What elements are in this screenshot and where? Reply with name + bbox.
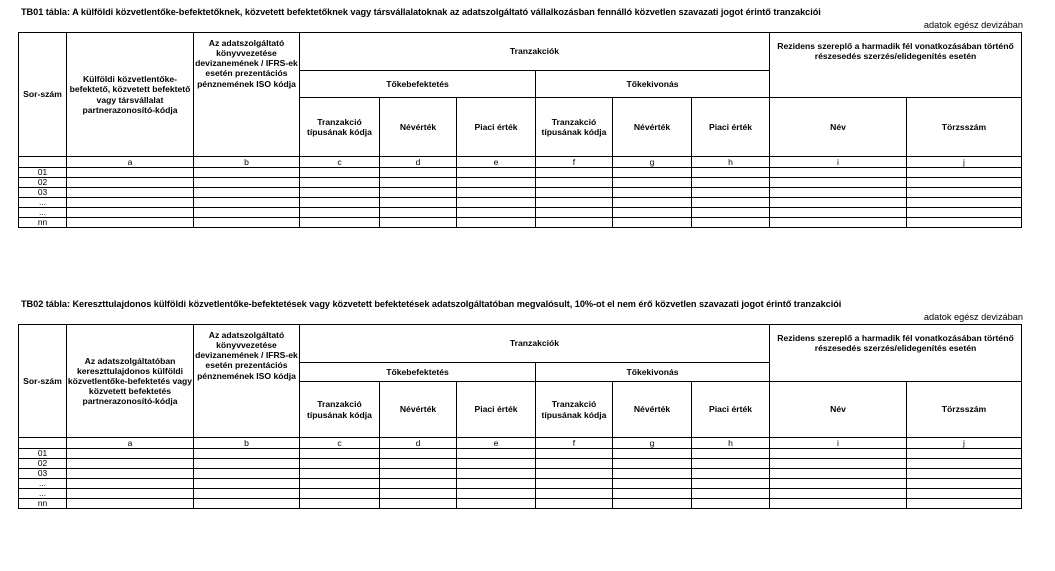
data-cell[interactable] bbox=[300, 459, 380, 469]
letter-cell: h bbox=[692, 438, 770, 449]
data-cell[interactable] bbox=[300, 198, 380, 208]
data-cell[interactable] bbox=[613, 489, 692, 499]
letter-cell: i bbox=[770, 438, 907, 449]
data-cell[interactable] bbox=[67, 168, 194, 178]
table-row bbox=[19, 188, 1022, 198]
data-cell[interactable] bbox=[692, 489, 770, 499]
data-cell[interactable] bbox=[770, 499, 907, 509]
data-cell[interactable] bbox=[380, 499, 457, 509]
data-cell[interactable] bbox=[613, 188, 692, 198]
data-cell[interactable] bbox=[692, 479, 770, 489]
table-row bbox=[19, 178, 1022, 188]
data-cell[interactable] bbox=[907, 188, 1022, 198]
table-row bbox=[19, 168, 1022, 178]
data-cell[interactable] bbox=[380, 449, 457, 459]
header-col-g: Névérték bbox=[613, 98, 692, 157]
header-col-f: Tranzakció típusának kódja bbox=[536, 98, 613, 157]
data-cell[interactable] bbox=[194, 469, 300, 479]
data-cell[interactable] bbox=[300, 449, 380, 459]
letter-cell: a bbox=[67, 157, 194, 168]
tb01-unit-note: adatok egész devizában bbox=[923, 20, 1023, 30]
data-cell[interactable] bbox=[536, 449, 613, 459]
row-number: ... bbox=[19, 489, 67, 499]
data-cell[interactable] bbox=[194, 188, 300, 198]
letter-cell: i bbox=[770, 157, 907, 168]
header-col-h: Piaci érték bbox=[692, 382, 770, 438]
data-cell[interactable] bbox=[770, 198, 907, 208]
data-cell[interactable] bbox=[300, 168, 380, 178]
data-cell[interactable] bbox=[907, 479, 1022, 489]
letter-cell: b bbox=[194, 438, 300, 449]
data-cell[interactable] bbox=[907, 218, 1022, 228]
header-col-b: Az adatszolgáltató könyvvezetése devizanemének / IFRS-ek esetén prezentációs pénznemének ISO kódja bbox=[194, 325, 300, 438]
data-cell[interactable] bbox=[536, 178, 613, 188]
header-tranzakciok: Tranzakciók bbox=[300, 325, 770, 363]
data-cell[interactable] bbox=[457, 489, 536, 499]
data-cell[interactable] bbox=[67, 479, 194, 489]
data-cell[interactable] bbox=[67, 499, 194, 509]
data-cell[interactable] bbox=[300, 479, 380, 489]
data-cell[interactable] bbox=[300, 499, 380, 509]
data-cell[interactable] bbox=[536, 479, 613, 489]
tb01-table bbox=[18, 32, 1022, 228]
letter-cell: g bbox=[613, 157, 692, 168]
data-cell[interactable] bbox=[907, 168, 1022, 178]
data-cell[interactable] bbox=[380, 178, 457, 188]
data-cell[interactable] bbox=[380, 168, 457, 178]
row-number: ... bbox=[19, 208, 67, 218]
data-cell[interactable] bbox=[194, 178, 300, 188]
header-col-d: Névérték bbox=[380, 382, 457, 438]
data-cell[interactable] bbox=[67, 178, 194, 188]
row-number: 02 bbox=[19, 459, 67, 469]
header-col-e: Piaci érték bbox=[457, 98, 536, 157]
data-cell[interactable] bbox=[613, 449, 692, 459]
row-number: 02 bbox=[19, 178, 67, 188]
header-tokekivonas: Tőkekivonás bbox=[536, 363, 770, 382]
row-number: nn bbox=[19, 218, 67, 228]
data-cell[interactable] bbox=[907, 178, 1022, 188]
data-cell[interactable] bbox=[613, 459, 692, 469]
data-cell[interactable] bbox=[770, 188, 907, 198]
header-rezidens: Rezidens szereplő a harmadik fél vonatkozásában történő részesedés szerzés/elidegenítés esetén bbox=[770, 325, 1022, 382]
data-cell[interactable] bbox=[194, 208, 300, 218]
data-cell[interactable] bbox=[536, 489, 613, 499]
header-col-i: Név bbox=[770, 382, 907, 438]
data-cell[interactable] bbox=[67, 489, 194, 499]
table-row bbox=[19, 198, 1022, 208]
header-col-d: Névérték bbox=[380, 98, 457, 157]
data-cell[interactable] bbox=[613, 178, 692, 188]
data-cell[interactable] bbox=[457, 198, 536, 208]
data-cell[interactable] bbox=[67, 459, 194, 469]
data-cell[interactable] bbox=[907, 208, 1022, 218]
data-cell[interactable] bbox=[457, 208, 536, 218]
data-cell[interactable] bbox=[536, 499, 613, 509]
header-col-e: Piaci érték bbox=[457, 382, 536, 438]
data-cell[interactable] bbox=[613, 218, 692, 228]
header-col-a: Külföldi közvetlentőke-befektető, közvetett befektető vagy társvállalat partnerazonosító-kódja bbox=[67, 33, 194, 157]
table-row bbox=[19, 489, 1022, 499]
data-cell[interactable] bbox=[907, 469, 1022, 479]
data-cell[interactable] bbox=[907, 198, 1022, 208]
header-tokebefektetes: Tőkebefektetés bbox=[300, 71, 536, 98]
data-cell[interactable] bbox=[194, 168, 300, 178]
data-cell[interactable] bbox=[457, 499, 536, 509]
header-col-i: Név bbox=[770, 98, 907, 157]
letter-cell: f bbox=[536, 438, 613, 449]
row-number: 03 bbox=[19, 188, 67, 198]
data-cell[interactable] bbox=[67, 208, 194, 218]
table-row bbox=[19, 479, 1022, 489]
data-cell[interactable] bbox=[692, 459, 770, 469]
data-cell[interactable] bbox=[457, 218, 536, 228]
header-tranzakciok: Tranzakciók bbox=[300, 33, 770, 71]
data-cell[interactable] bbox=[613, 168, 692, 178]
data-cell[interactable] bbox=[194, 459, 300, 469]
tb02-unit-note: adatok egész devizában bbox=[923, 312, 1023, 322]
data-cell[interactable] bbox=[907, 449, 1022, 459]
data-cell[interactable] bbox=[380, 469, 457, 479]
header-col-b: Az adatszolgáltató könyvvezetése devizanemének / IFRS-ek esetén prezentációs pénznemének ISO kódja bbox=[194, 33, 300, 157]
data-cell[interactable] bbox=[380, 479, 457, 489]
data-cell[interactable] bbox=[457, 459, 536, 469]
data-cell[interactable] bbox=[67, 218, 194, 228]
row-number: 01 bbox=[19, 449, 67, 459]
data-cell[interactable] bbox=[770, 449, 907, 459]
letter-cell: g bbox=[613, 438, 692, 449]
letter-cell bbox=[19, 438, 67, 449]
letter-cell bbox=[19, 157, 67, 168]
data-cell[interactable] bbox=[613, 469, 692, 479]
data-cell[interactable] bbox=[194, 479, 300, 489]
header-tokekivonas: Tőkekivonás bbox=[536, 71, 770, 98]
data-cell[interactable] bbox=[770, 459, 907, 469]
data-cell[interactable] bbox=[457, 479, 536, 489]
letter-cell: j bbox=[907, 157, 1022, 168]
data-cell[interactable] bbox=[67, 198, 194, 208]
data-cell[interactable] bbox=[457, 168, 536, 178]
data-cell[interactable] bbox=[692, 198, 770, 208]
data-cell[interactable] bbox=[300, 469, 380, 479]
data-cell[interactable] bbox=[770, 469, 907, 479]
data-cell[interactable] bbox=[457, 188, 536, 198]
data-cell[interactable] bbox=[613, 479, 692, 489]
data-cell[interactable] bbox=[194, 218, 300, 228]
data-cell[interactable] bbox=[770, 178, 907, 188]
data-cell[interactable] bbox=[613, 208, 692, 218]
data-cell[interactable] bbox=[770, 218, 907, 228]
header-col-j: Törzsszám bbox=[907, 98, 1022, 157]
data-cell[interactable] bbox=[380, 188, 457, 198]
tb02-title: TB02 tábla: Kereszttulajdonos külföldi közvetlentőke-befektetések vagy közvetett befektetések adatszolgáltatóban megvalósult, 10%-ot el nem érő közvetlen szavazati jogot érintő tranzakciói bbox=[21, 299, 842, 309]
data-cell[interactable] bbox=[536, 218, 613, 228]
data-cell[interactable] bbox=[300, 489, 380, 499]
data-cell[interactable] bbox=[457, 178, 536, 188]
data-cell[interactable] bbox=[692, 208, 770, 218]
row-number: 03 bbox=[19, 469, 67, 479]
header-col-h: Piaci érték bbox=[692, 98, 770, 157]
data-cell[interactable] bbox=[613, 499, 692, 509]
letter-cell: e bbox=[457, 157, 536, 168]
data-cell[interactable] bbox=[536, 208, 613, 218]
data-cell[interactable] bbox=[300, 188, 380, 198]
data-cell[interactable] bbox=[907, 499, 1022, 509]
letter-cell: f bbox=[536, 157, 613, 168]
header-col-f: Tranzakció típusának kódja bbox=[536, 382, 613, 438]
letter-cell: c bbox=[300, 438, 380, 449]
letter-cell: d bbox=[380, 438, 457, 449]
header-col-c: Tranzakció típusának kódja bbox=[300, 382, 380, 438]
data-cell[interactable] bbox=[67, 449, 194, 459]
row-number: 01 bbox=[19, 168, 67, 178]
table-row bbox=[19, 459, 1022, 469]
data-cell[interactable] bbox=[692, 188, 770, 198]
data-cell[interactable] bbox=[692, 449, 770, 459]
header-col-c: Tranzakció típusának kódja bbox=[300, 98, 380, 157]
data-cell[interactable] bbox=[907, 489, 1022, 499]
letter-cell: j bbox=[907, 438, 1022, 449]
data-cell[interactable] bbox=[380, 459, 457, 469]
table-row bbox=[19, 218, 1022, 228]
header-col-j: Törzsszám bbox=[907, 382, 1022, 438]
data-cell[interactable] bbox=[380, 198, 457, 208]
data-cell[interactable] bbox=[692, 168, 770, 178]
row-number: ... bbox=[19, 198, 67, 208]
data-cell[interactable] bbox=[194, 499, 300, 509]
data-cell[interactable] bbox=[770, 489, 907, 499]
header-rezidens: Rezidens szereplő a harmadik fél vonatkozásában történő részesedés szerzés/elidegenítés esetén bbox=[770, 33, 1022, 98]
row-number: ... bbox=[19, 479, 67, 489]
tb01-title: TB01 tábla: A külföldi közvetlentőke-befektetőknek, közvetett befektetőknek vagy társvállalatoknak az adatszolgáltató vállalkozásban fennálló közvetlen szavazati jogot érintő tranzakciói bbox=[21, 7, 821, 17]
data-cell[interactable] bbox=[692, 178, 770, 188]
tb02-table bbox=[18, 324, 1022, 509]
data-cell[interactable] bbox=[770, 479, 907, 489]
letter-cell: e bbox=[457, 438, 536, 449]
header-sorszam: Sor-szám bbox=[19, 325, 67, 438]
header-col-g: Névérték bbox=[613, 382, 692, 438]
data-cell[interactable] bbox=[536, 469, 613, 479]
header-col-a: Az adatszolgáltatóban kereszttulajdonos külföldi közvetlentőke-befektetés vagy közvetett befektetés partnerazonosító-kódja bbox=[67, 325, 194, 438]
row-number: nn bbox=[19, 499, 67, 509]
data-cell[interactable] bbox=[194, 449, 300, 459]
table-row bbox=[19, 469, 1022, 479]
header-tokebefektetes: Tőkebefektetés bbox=[300, 363, 536, 382]
letter-cell: d bbox=[380, 157, 457, 168]
data-cell[interactable] bbox=[300, 178, 380, 188]
letter-cell: a bbox=[67, 438, 194, 449]
data-cell[interactable] bbox=[194, 489, 300, 499]
data-cell[interactable] bbox=[536, 188, 613, 198]
table-row bbox=[19, 499, 1022, 509]
header-sorszam: Sor-szám bbox=[19, 33, 67, 157]
data-cell[interactable] bbox=[692, 218, 770, 228]
data-cell[interactable] bbox=[770, 168, 907, 178]
data-cell[interactable] bbox=[300, 208, 380, 218]
data-cell[interactable] bbox=[692, 469, 770, 479]
letter-cell: h bbox=[692, 157, 770, 168]
data-cell[interactable] bbox=[194, 198, 300, 208]
data-cell[interactable] bbox=[613, 198, 692, 208]
letter-cell: c bbox=[300, 157, 380, 168]
data-cell[interactable] bbox=[380, 218, 457, 228]
data-cell[interactable] bbox=[380, 208, 457, 218]
data-cell[interactable] bbox=[536, 459, 613, 469]
data-cell[interactable] bbox=[380, 489, 457, 499]
data-cell[interactable] bbox=[300, 218, 380, 228]
data-cell[interactable] bbox=[67, 188, 194, 198]
data-cell[interactable] bbox=[457, 469, 536, 479]
letter-cell: b bbox=[194, 157, 300, 168]
table-row bbox=[19, 449, 1022, 459]
data-cell[interactable] bbox=[907, 459, 1022, 469]
data-cell[interactable] bbox=[770, 208, 907, 218]
data-cell[interactable] bbox=[692, 499, 770, 509]
data-cell[interactable] bbox=[536, 168, 613, 178]
data-cell[interactable] bbox=[457, 449, 536, 459]
data-cell[interactable] bbox=[67, 469, 194, 479]
data-cell[interactable] bbox=[536, 198, 613, 208]
table-row bbox=[19, 208, 1022, 218]
